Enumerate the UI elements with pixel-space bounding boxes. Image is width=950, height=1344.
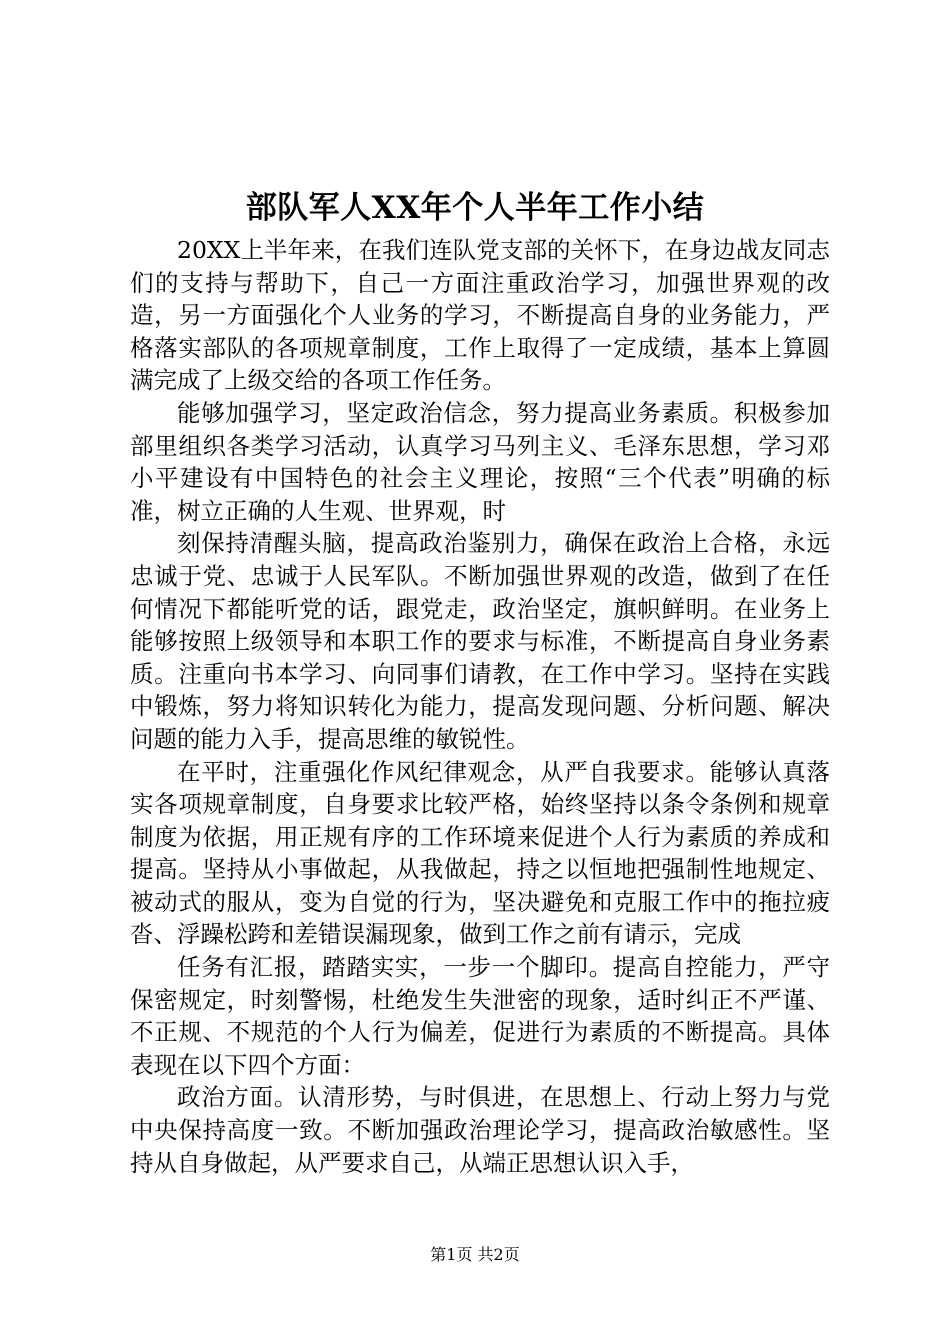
document-title: 部队军人XX年个人半年工作小结 [245, 190, 705, 226]
page-footer: 第1页 共2页 [430, 1245, 520, 1264]
document-body [130, 234, 830, 1179]
paragraph: 刻保持清醒头脑，提高政治鉴别力，确保在政治上合格，永远忠诚于党、忠诚于人民军队。不断加强世界观的改造，做到了在任何情况下都能听党的话，跟党走，政治坚定，旗帜鲜明。在业务上能够按照上级领导和本职工作的要求与标准，不断提高自身业务素质。注重向书本学习、向同事们请教，在工作中学习。坚持在实践中锻炼，努力将知识转化为能力，提高发现问题、分析问题、解决问题的能力入手，提高思维的敏锐性。 [130, 529, 830, 753]
paragraph: 政治方面。认清形势，与时俱进，在思想上、行动上努力与党中央保持高度一致。不断加强政治理论学习，提高政治敏感性。坚持从自身做起，从严要求自己，从端正思想认识入手， [130, 1083, 830, 1177]
paragraph: 任务有汇报，踏踏实实，一步一个脚印。提高自控能力，严守保密规定，时刻警惕，杜绝发生失泄密的现象，适时纠正不严谨、不正规、不规范的个人行为偏差，促进行为素质的不断提高。具体表现在以下四个方面： [130, 953, 830, 1079]
paragraph: 能够加强学习，坚定政治信念，努力提高业务素质。积极参加部里组织各类学习活动，认真学习马列主义、毛泽东思想，学习邓小平建设有中国特色的社会主义理论，按照“三个代表”明确的标准，树立正确的人生观、世界观，时 [130, 398, 830, 525]
paragraph: 在平时，注重强化作风纪律观念，从严自我要求。能够认真落实各项规章制度，自身要求比较严格，始终坚持以条令条例和规章制度为依据，用正规有序的工作环境来促进个人行为素质的养成和提高。坚持从小事做起，从我做起，持之以恒地把强制性地规定、被动式的服从，变为自觉的行为，坚决避免和克服工作中的拖拉疲沓、浮躁松跨和差错误漏现象，做到工作之前有请示，完成 [130, 757, 830, 949]
paragraph: 20XX上半年来，在我们连队党支部的关怀下，在身边战友同志们的支持与帮助下，自己一方面注重政治学习，加强世界观的改造，另一方面强化个人业务的学习，不断提高自身的业务能力，严格落实部队的各项规章制度，工作上取得了一定成绩，基本上算圆满完成了上级交给的各项工作任务。 [130, 236, 830, 395]
